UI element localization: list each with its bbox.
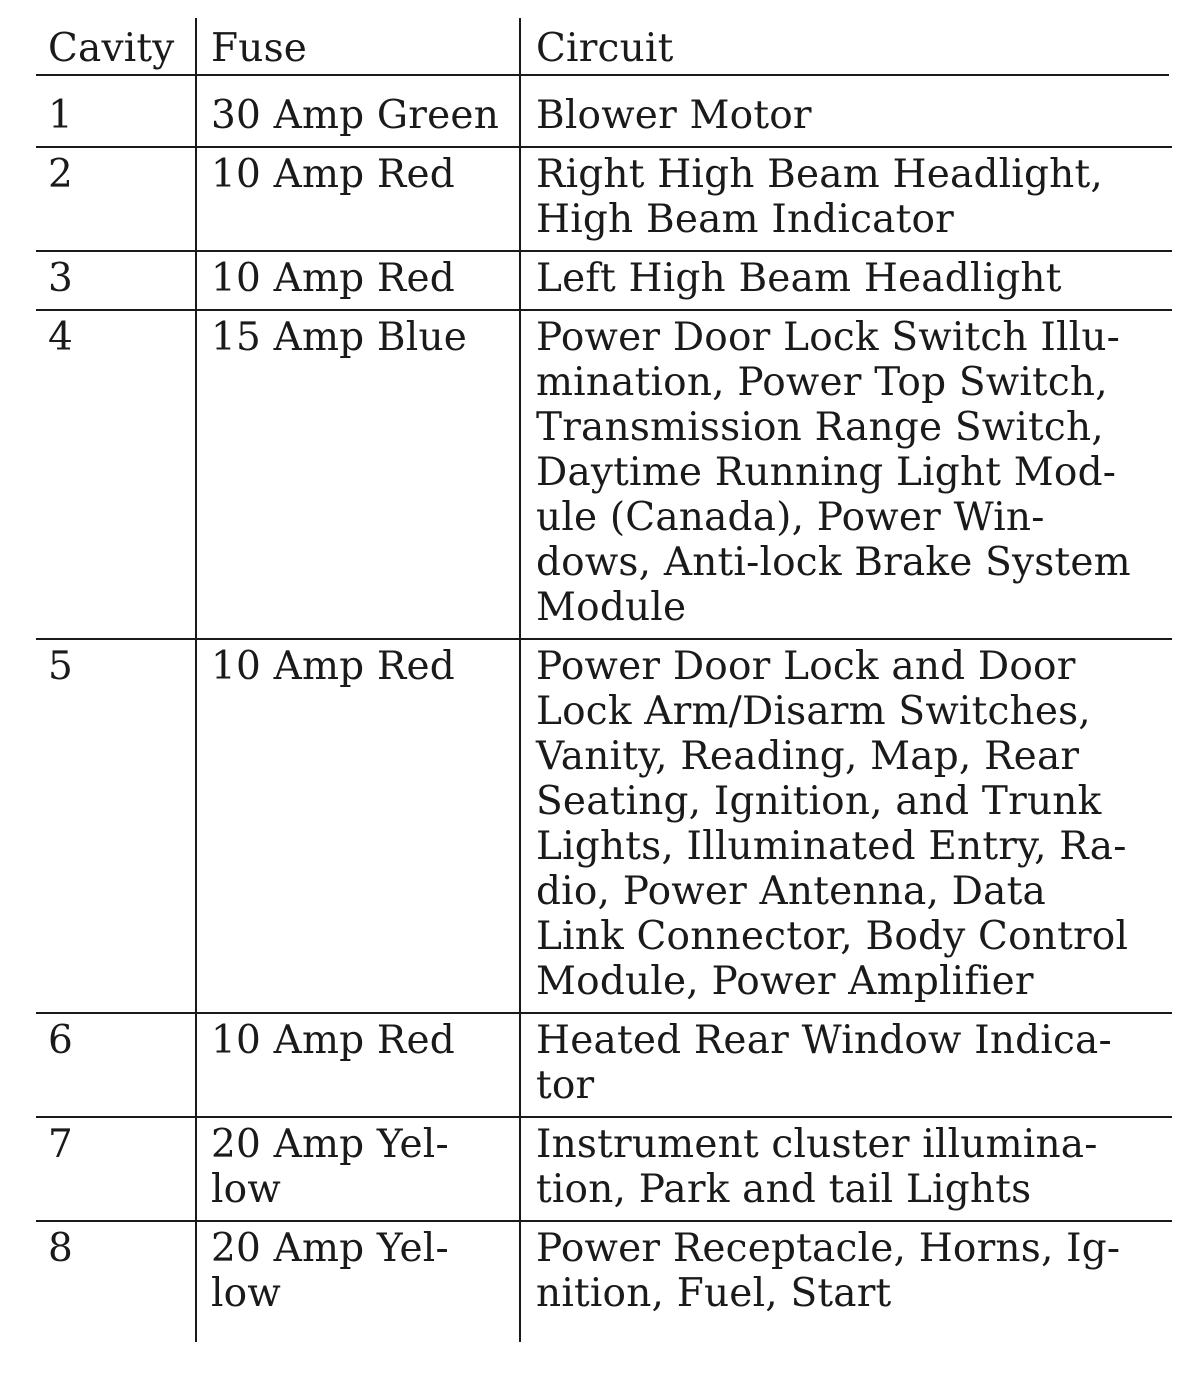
- cavity-cell: 7: [48, 1122, 74, 1167]
- circuit-line: Link Connector, Body Control: [536, 914, 1129, 959]
- fuse-cell: [211, 1122, 449, 1212]
- circuit-line: dows, Anti-lock Brake System: [536, 540, 1131, 585]
- column-divider-fuse: [195, 18, 197, 1342]
- fuse-line: 20 Amp Yel-: [211, 1226, 449, 1271]
- circuit-line: High Beam Indicator: [536, 197, 954, 242]
- fuse-line: 10 Amp Red: [211, 1018, 455, 1063]
- fuse-line: 15 Amp Blue: [211, 315, 468, 360]
- circuit-cell: [536, 315, 1131, 630]
- circuit-line: tion, Park and tail Lights: [536, 1167, 1032, 1212]
- circuit-cell: [536, 256, 1062, 301]
- header-rule: [36, 74, 1169, 76]
- circuit-line: Right High Beam Headlight,: [536, 152, 1103, 197]
- circuit-line: Seating, Ignition, and Trunk: [536, 779, 1102, 824]
- circuit-line: Blower Motor: [536, 93, 812, 138]
- cavity-cell: 5: [48, 644, 74, 689]
- circuit-line: Instrument cluster illumina-: [536, 1122, 1098, 1167]
- row-rule: [36, 1116, 1172, 1118]
- row-rule: [36, 309, 1172, 311]
- fuse-line: 10 Amp Red: [211, 256, 455, 301]
- circuit-line: Module, Power Amplifier: [536, 959, 1034, 1004]
- header-cavity: Cavity: [48, 26, 175, 71]
- fuse-line: low: [211, 1167, 281, 1212]
- header-circuit: Circuit: [536, 26, 674, 71]
- circuit-cell: [536, 1122, 1098, 1212]
- circuit-line: ule (Canada), Power Win-: [536, 495, 1045, 540]
- fuse-line: 30 Amp Green: [211, 93, 500, 138]
- fuse-cell: [211, 1226, 449, 1316]
- circuit-line: Vanity, Reading, Map, Rear: [536, 734, 1080, 779]
- circuit-line: Power Door Lock Switch Illu-: [536, 315, 1121, 360]
- cavity-cell: 1: [48, 93, 74, 138]
- circuit-line: mination, Power Top Switch,: [536, 360, 1108, 405]
- circuit-line: Lights, Illuminated Entry, Ra-: [536, 824, 1127, 869]
- row-rule: [36, 250, 1172, 252]
- cavity-cell: 6: [48, 1018, 74, 1063]
- fuse-cell: [211, 152, 455, 197]
- fuse-line: 20 Amp Yel-: [211, 1122, 449, 1167]
- circuit-line: Left High Beam Headlight: [536, 256, 1062, 301]
- row-rule: [36, 638, 1172, 640]
- circuit-line: Power Receptacle, Horns, Ig-: [536, 1226, 1121, 1271]
- circuit-line: Module: [536, 585, 687, 630]
- fuse-line: 10 Amp Red: [211, 644, 455, 689]
- row-rule: [36, 1220, 1172, 1222]
- column-divider-circuit: [519, 18, 521, 1342]
- circuit-cell: [536, 1018, 1112, 1108]
- fuse-cell: [211, 1018, 455, 1063]
- fuse-cell: [211, 644, 455, 689]
- circuit-cell: [536, 93, 812, 138]
- header-fuse: Fuse: [211, 26, 308, 71]
- circuit-cell: [536, 152, 1103, 242]
- fuse-cell: [211, 256, 455, 301]
- fuse-cell: [211, 93, 499, 138]
- fuse-line: 10 Amp Red: [211, 152, 455, 197]
- circuit-cell: [536, 1226, 1120, 1316]
- circuit-line: Lock Arm/Disarm Switches,: [536, 689, 1091, 734]
- cavity-cell: 4: [48, 315, 74, 360]
- fuse-line: low: [211, 1271, 281, 1316]
- row-rule: [36, 146, 1172, 148]
- row-rule: [36, 1012, 1172, 1014]
- fuse-cell: [211, 315, 467, 360]
- cavity-cell: 3: [48, 256, 74, 301]
- cavity-cell: 2: [48, 152, 74, 197]
- cavity-cell: 8: [48, 1226, 74, 1271]
- circuit-line: dio, Power Antenna, Data: [536, 869, 1046, 914]
- circuit-cell: [536, 644, 1128, 1004]
- circuit-line: Power Door Lock and Door: [536, 644, 1076, 689]
- circuit-line: nition, Fuel, Start: [536, 1271, 892, 1316]
- circuit-line: Transmission Range Switch,: [536, 405, 1104, 450]
- circuit-line: Heated Rear Window Indica-: [536, 1018, 1112, 1063]
- circuit-line: Daytime Running Light Mod-: [536, 450, 1117, 495]
- circuit-line: tor: [536, 1063, 595, 1108]
